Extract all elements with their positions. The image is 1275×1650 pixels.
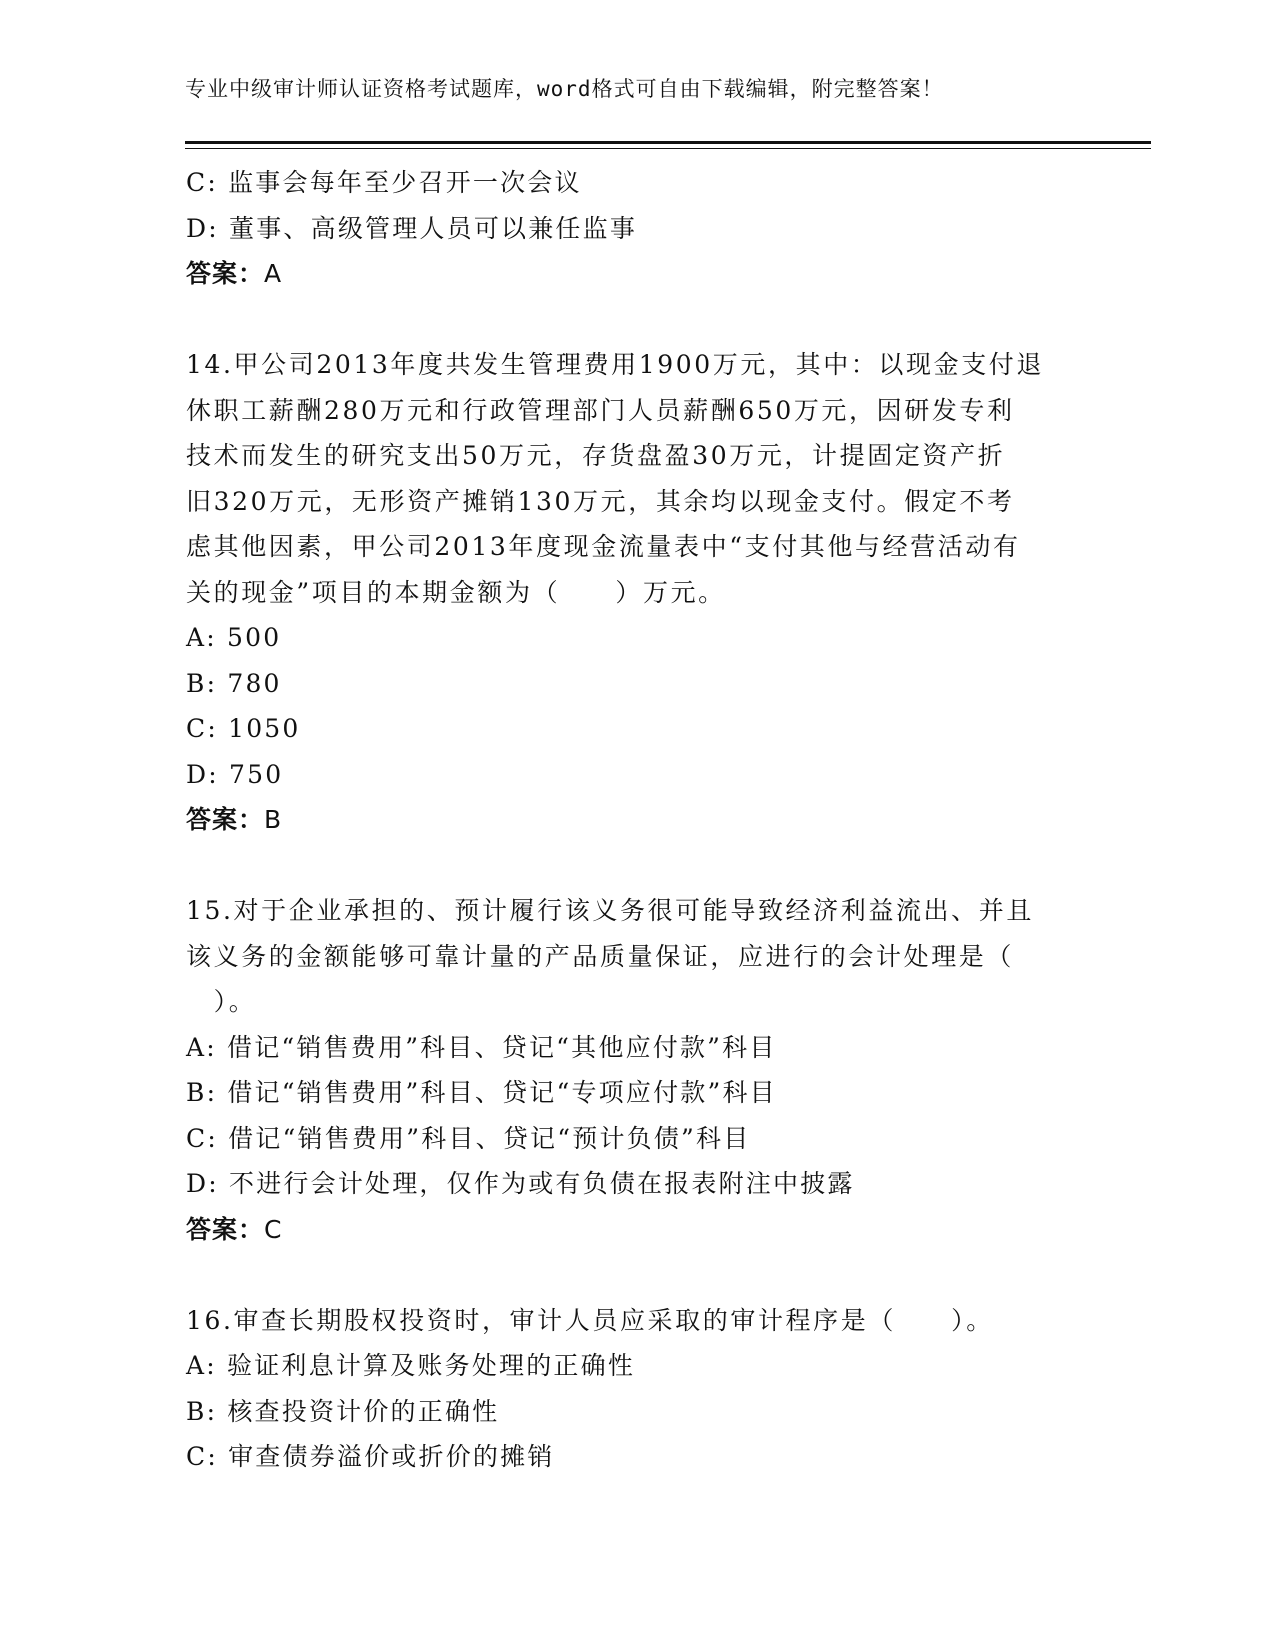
answer-line: [186, 797, 1066, 843]
question-16: [186, 1298, 1066, 1480]
question-stem-line: 15.对于企业承担的、预计履行该义务很可能导致经济利益流出、并且: [186, 896, 1034, 925]
header-rule-thick: [185, 141, 1151, 144]
option-b: B: 780: [186, 668, 282, 698]
option-c: C: 审查债券溢价或折价的摊销: [186, 1442, 555, 1471]
option-d: D: 不进行会计处理，仅作为或有负债在报表附注中披露: [186, 1169, 855, 1198]
question-15: [186, 888, 1066, 1252]
option-a: A: 借记“销售费用”科目、贷记“其他应付款”科目: [186, 1032, 777, 1062]
question-stem-line: 虑其他因素，甲公司2013年度现金流量表中“支付其他与经营活动有: [186, 532, 1021, 561]
question-stem-line: 14.甲公司2013年度共发生管理费用1900万元，其中：以现金支付退: [186, 350, 1045, 379]
answer-label: 答案：: [186, 805, 265, 834]
answer-value: A: [264, 259, 283, 288]
option-c: C: 1050: [186, 714, 301, 743]
header-rule-thin: [185, 148, 1151, 149]
question-stem-line: 旧320万元，无形资产摊销130万元，其余均以现金支付。假定不考: [186, 486, 1015, 516]
option-b: B: 核查投资计价的正确性: [186, 1396, 500, 1426]
option-d: D: 750: [186, 759, 284, 789]
question-stem-line: 休职工薪酬280万元和行政管理部门人员薪酬650万元，因研发专利: [186, 395, 1015, 425]
option-c: C: 监事会每年至少召开一次会议: [186, 168, 582, 197]
option-c: C: 借记“销售费用”科目、贷记“预计负债”科目: [186, 1123, 751, 1153]
question-stem-line: 关的现金”项目的本期金额为（ ）万元。: [186, 577, 726, 607]
answer-value: B: [264, 805, 283, 834]
answer-value: C: [264, 1214, 283, 1244]
answer-label: 答案：: [186, 1214, 265, 1244]
answer-label: 答案：: [186, 259, 265, 288]
question-14: [186, 342, 1066, 843]
answer-line: [186, 251, 1066, 297]
page-header: 专业中级审计师认证资格考试题库，word格式可自由下载编辑，附完整答案！: [185, 77, 944, 101]
option-d: D: 董事、高级管理人员可以兼任监事: [186, 213, 638, 243]
question-stem-line: 该义务的金额能够可靠计量的产品质量保证，应进行的会计处理是（: [186, 941, 1015, 971]
option-b: B: 借记“销售费用”科目、贷记“专项应付款”科目: [186, 1078, 777, 1107]
question-stem-line: ）。: [186, 987, 257, 1016]
option-a: A: 验证利息计算及账务处理的正确性: [186, 1351, 636, 1380]
option-a: A: 500: [186, 623, 282, 652]
question-stem-line: 技术而发生的研究支出50万元，存货盘盈30万元，计提固定资产折: [186, 441, 1006, 470]
continued-question-13: [186, 160, 1066, 297]
question-stem-line: 16.审查长期股权投资时，审计人员应采取的审计程序是（ ）。: [186, 1305, 994, 1335]
answer-line: [186, 1207, 1066, 1253]
question-content: [186, 160, 1066, 1480]
